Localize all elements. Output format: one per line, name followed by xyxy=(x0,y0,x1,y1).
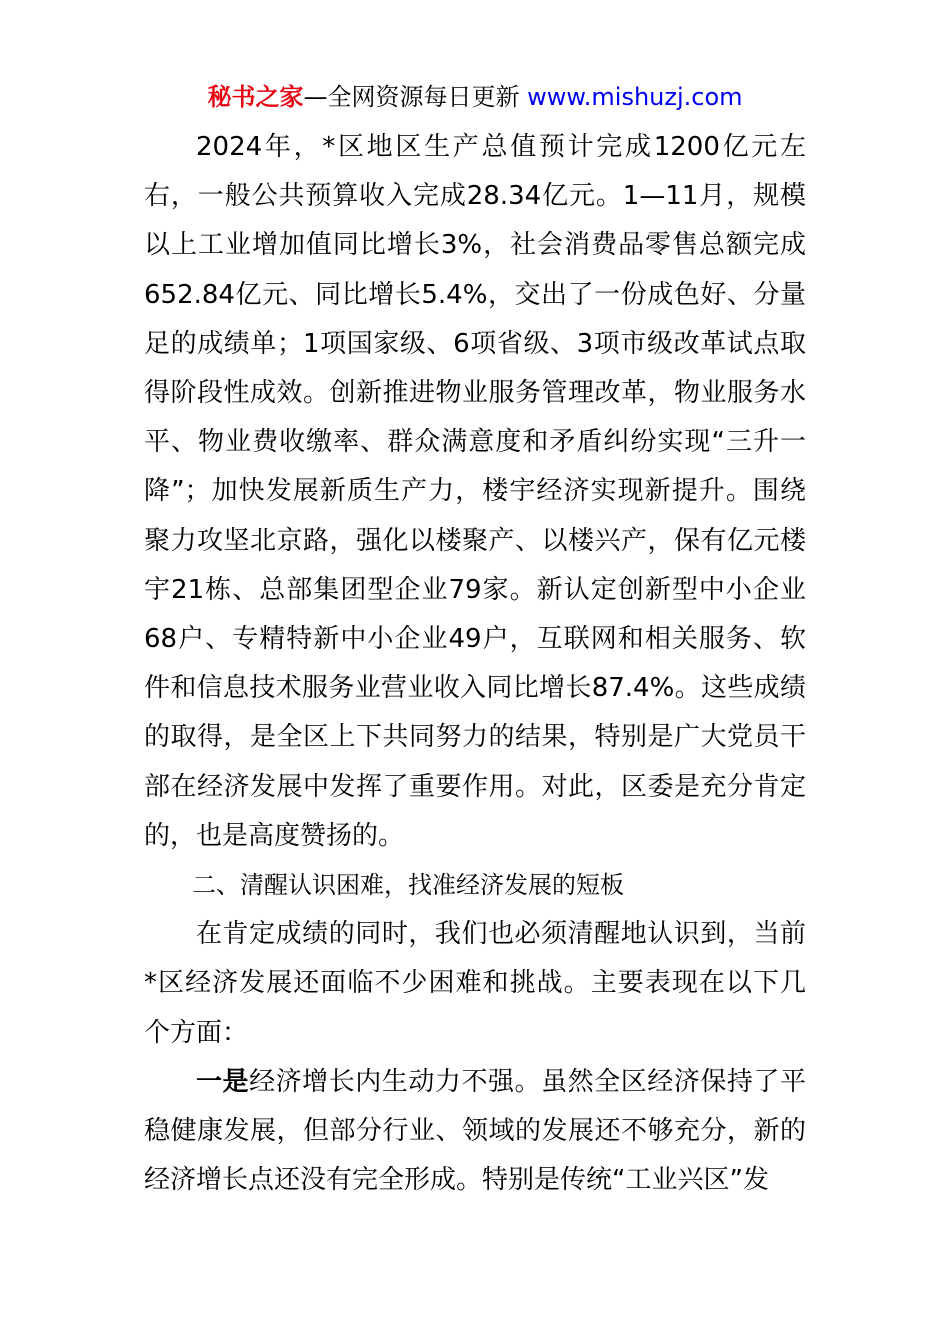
site-header xyxy=(0,81,950,113)
brand-name: 秘书之家 xyxy=(207,83,304,111)
point-one-label: 一是 xyxy=(196,1066,250,1097)
paragraph-achievements: 2024年，*区地区生产总值预计完成1200亿元左右，一般公共预算收入完成28.34亿元。1—11月，规模以上工业增加值同比增长3%，社会消费品零售总额完成652.84亿元、同比增长5.4%，交出了一份成色好、分量足的成绩单；1项国家级、6项省级、3项市级改革试点取得阶段性成效。创新推进物业服务管理改革，物业服务水平、物业费收缴率、群众满意度和矛盾纠纷实现“三升一降”；加快发展新质生产力，楼宇经济实现新提升。围绕聚力攻坚北京路，强化以楼聚产、以楼兴产，保有亿元楼宇21栋、总部集团型企业79家。新认定创新型中小企业68户、专精特新中小企业49户，互联网和相关服务、软件和信息技术服务业营业收入同比增长87.4%。这些成绩的取得，是全区上下共同努力的结果，特别是广大党员干部在经济发展中发挥了重要作用。对此，区委是充分肯定的，也是高度赞扬的。 xyxy=(144,132,806,851)
header-tagline: —全网资源每日更新 xyxy=(303,83,520,111)
paragraph-point-one xyxy=(144,1058,806,1206)
site-url-link[interactable]: www.mishuzj.com xyxy=(527,83,743,111)
paragraph-challenges-intro: 在肯定成绩的同时，我们也必须清醒地认识到，当前*区经济发展还面临不少困难和挑战。主要表现在以下几个方面： xyxy=(144,919,806,1048)
document-body xyxy=(144,123,806,1205)
point-one-text: 经济增长内生动力不强。虽然全区经济保持了平稳健康发展，但部分行业、领域的发展还不够充分，新的经济增长点还没有完全形成。特别是传统“工业兴区”发 xyxy=(144,1066,806,1196)
section-heading: 二、清醒认识困难，找准经济发展的短板 xyxy=(192,871,624,900)
